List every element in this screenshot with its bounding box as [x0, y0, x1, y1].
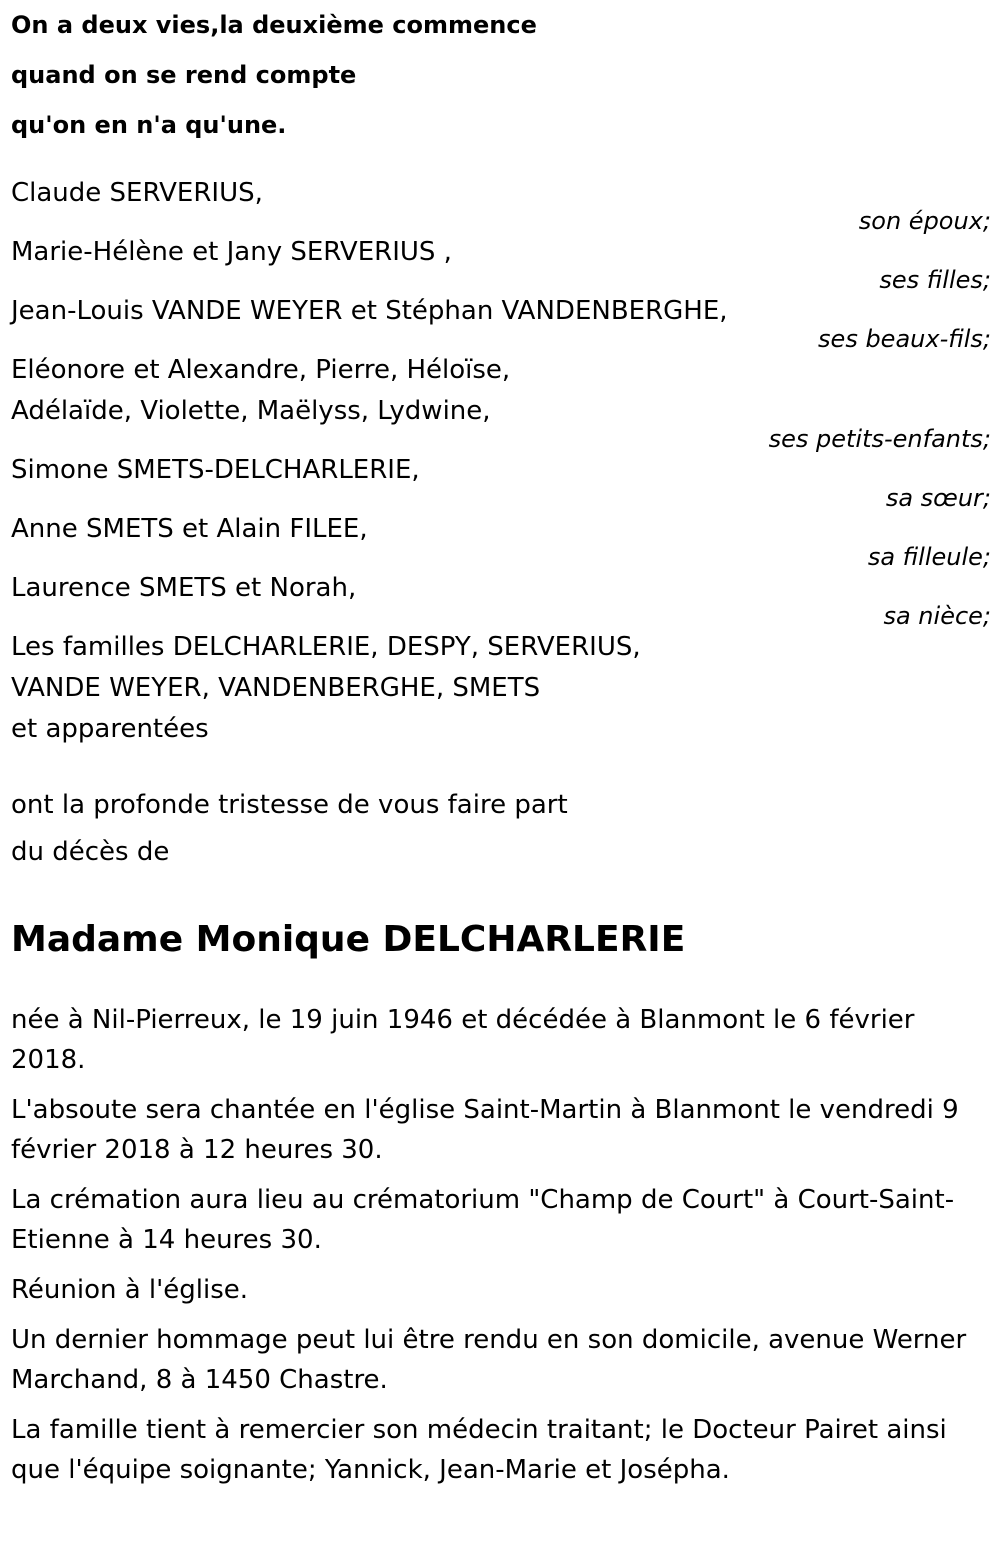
quote-line: quand on se rend compte: [11, 61, 357, 89]
family-names: Marie-Hélène et Jany SERVERIUS ,: [11, 237, 452, 267]
family-names: Adélaïde, Violette, Maëlyss, Lydwine,: [11, 396, 491, 426]
family-role: ses petits-enfants;: [768, 425, 991, 453]
family-entry-niece: [11, 568, 991, 630]
family-role: sa filleule;: [867, 543, 991, 571]
family-names: et apparentées: [11, 714, 209, 744]
announcement-text: [11, 782, 991, 876]
detail-paragraph: L'absoute sera chantée en l'église Saint-Martin à Blanmont le vendredi 9 février 2018 à 12 heures 30.: [11, 1095, 959, 1165]
family-role: sa nièce;: [883, 602, 991, 630]
family-entry-grandchildren: [11, 350, 991, 453]
quote-line: On a deux vies,la deuxième commence: [11, 11, 537, 39]
announcement-line: ont la profonde tristesse de vous faire part: [11, 790, 568, 820]
family-role: ses filles;: [879, 266, 991, 294]
family-entry-families: [11, 627, 991, 750]
deceased-name: Madame Monique DELCHARLERIE: [11, 919, 686, 960]
family-names: VANDE WEYER, VANDENBERGHE, SMETS: [11, 673, 541, 703]
family-role: ses beaux-fils;: [818, 325, 991, 353]
family-names: Laurence SMETS et Norah,: [11, 573, 357, 603]
family-names: Anne SMETS et Alain FILEE,: [11, 514, 368, 544]
quote-line: qu'on en n'a qu'une.: [11, 111, 287, 139]
detail-paragraph: La famille tient à remercier son médecin traitant; le Docteur Pairet ainsi que l'équipe soignante; Yannick, Jean-Marie et Josépha.: [11, 1415, 947, 1485]
family-entry-goddaughter: [11, 509, 991, 571]
family-entry-sons-in-law: [11, 291, 991, 353]
obituary-notice: [11, 0, 991, 1500]
opening-quote: [11, 0, 991, 150]
family-names: Simone SMETS-DELCHARLERIE,: [11, 455, 420, 485]
family-entry-daughters: [11, 232, 991, 294]
detail-paragraph: Réunion à l'église.: [11, 1275, 249, 1305]
family-entry-spouse: [11, 173, 991, 235]
family-entry-sister: [11, 450, 991, 512]
family-list: [11, 173, 991, 750]
family-names: Claude SERVERIUS,: [11, 178, 263, 208]
detail-paragraph: née à Nil-Pierreux, le 19 juin 1946 et décédée à Blanmont le 6 février 2018.: [11, 1005, 915, 1075]
family-names: Les familles DELCHARLERIE, DESPY, SERVERIUS,: [11, 632, 641, 662]
family-names: Jean-Louis VANDE WEYER et Stéphan VANDENBERGHE,: [11, 296, 728, 326]
family-role: son époux;: [858, 207, 991, 235]
detail-paragraph: La crémation aura lieu au crématorium "Champ de Court" à Court-Saint-Etienne à 14 heures 30.: [11, 1185, 955, 1255]
family-names: Eléonore et Alexandre, Pierre, Héloïse,: [11, 355, 511, 385]
detail-paragraph: Un dernier hommage peut lui être rendu en son domicile, avenue Werner Marchand, 8 à 1450 Chastre.: [11, 1325, 967, 1395]
funeral-details: [11, 1000, 986, 1490]
family-role: sa sœur;: [885, 484, 991, 512]
announcement-line: du décès de: [11, 837, 170, 867]
